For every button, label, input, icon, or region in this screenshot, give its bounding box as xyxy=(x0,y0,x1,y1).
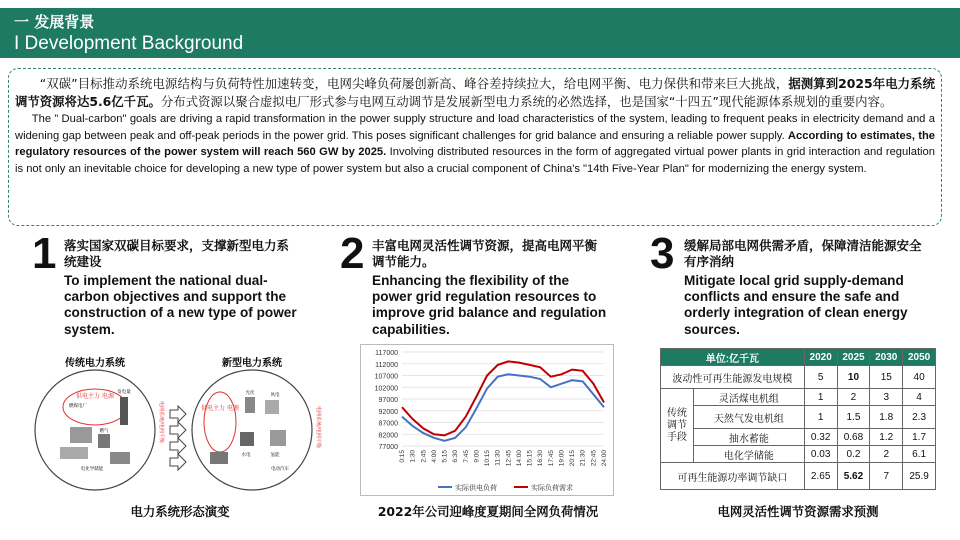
legend-label: 实际供电负荷 xyxy=(455,484,497,492)
right-item-2: 风电 xyxy=(270,393,280,398)
table-row xyxy=(661,389,936,406)
table-cell: 1.8 xyxy=(870,406,903,429)
table-cell: 2.3 xyxy=(903,406,936,429)
x-tick-label: 20:15 xyxy=(569,450,577,467)
left-core-label: 供电主力 电源 xyxy=(76,393,114,400)
row-label: 电化学储能 xyxy=(694,446,805,463)
intro-en-text-2: Involving distributed resources in the form of aggregated virtual power plants in grid interaction and regulation is not only an inevitable choice for developing a new type of power system but also a crucial component of China's "14th Five-Year Plan" for modernizing the energy system. xyxy=(15,146,935,175)
x-tick-label: 2:45 xyxy=(420,450,428,463)
table-cell: 2.65 xyxy=(804,463,837,490)
column-caption: 电网灵活性调节资源需求预测 xyxy=(717,504,879,519)
left-item-4: 电化学储能 xyxy=(80,467,104,472)
x-tick-label: 21:30 xyxy=(579,450,587,467)
x-tick-label: 16:30 xyxy=(537,450,545,467)
intro-cn-highlight: 据测算到2025年电力系统调节资源将达5.6亿千瓦。 xyxy=(15,76,935,109)
x-tick-label: 22:45 xyxy=(590,450,598,467)
row-label: 天然气发电机组 xyxy=(694,406,805,429)
y-tick-label: 97000 xyxy=(378,397,398,404)
column-caption: 2022年公司迎峰度夏期间全网负荷情况 xyxy=(377,504,599,519)
left-diagram-title: 传统电力系统 xyxy=(65,358,125,369)
table-row xyxy=(661,463,936,490)
right-side-label: 电网系统/电网平衡 xyxy=(315,406,321,448)
table-cell: 5.62 xyxy=(837,463,870,490)
table-header-cell: 2050 xyxy=(903,349,936,366)
y-tick-label: 102000 xyxy=(374,385,398,393)
x-tick-label: 6:30 xyxy=(452,450,460,463)
x-tick-label: 9:00 xyxy=(473,450,481,463)
table-header-cell: 2020 xyxy=(804,349,837,366)
x-tick-label: 7:45 xyxy=(462,450,470,463)
table-cell: 1.2 xyxy=(870,429,903,446)
x-tick-label: 5:15 xyxy=(441,450,449,463)
right-core-label: 供电主力 电源 xyxy=(201,405,239,412)
group-label: 传统调节手段 xyxy=(661,389,694,463)
table-cell: 1 xyxy=(804,389,837,406)
x-tick-label: 15:15 xyxy=(526,450,534,467)
section-title-cn: 一 发展背景 xyxy=(14,13,95,31)
column-title-en: Enhancing the flexibility of the power grid regulation resources to improve grid balance and regulation capabilities. xyxy=(372,273,607,337)
x-tick-label: 17:45 xyxy=(547,450,555,467)
column-title-cn: 丰富电网灵活性调节资源，提高电网平衡调节能力。 xyxy=(372,238,598,269)
column-title-cn: 落实国家双碳目标要求，支撑新型电力系统建设 xyxy=(64,238,290,269)
table-cell: 10 xyxy=(837,366,870,389)
table-cell: 15 xyxy=(870,366,903,389)
intro-en-highlight: According to estimates, the regulatory resources of the power system will reach 560 GW by 2025. xyxy=(15,129,936,159)
left-item-1: 燃煤电厂 xyxy=(69,404,87,409)
table-cell: 1.7 xyxy=(903,429,936,446)
table-cell: 25.9 xyxy=(903,463,936,490)
y-tick-label: 117000 xyxy=(375,350,398,357)
table-cell: 6.1 xyxy=(903,446,936,463)
table-cell: 5 xyxy=(804,366,837,389)
table-cell: 1.5 xyxy=(837,406,870,429)
table-cell: 0.03 xyxy=(804,446,837,463)
y-tick-label: 77000 xyxy=(378,444,398,451)
right-item-3: 氢能 xyxy=(270,453,280,458)
table-header-cell: 单位:亿千瓦 xyxy=(661,349,805,366)
intro-en-text-1: The ” Dual-carbon" goals are driving a rapid transformation in the power supply structure and load characteristics of the system, leading to frequent peaks in electricity demand and a widening gap between peak and off-peak periods in the power grid. This poses significant challenges for grid balance and ensuring a reliable power supply. xyxy=(15,113,935,142)
power-system-evolution-diagram xyxy=(20,352,320,492)
x-tick-label: 14:00 xyxy=(515,450,523,467)
x-tick-label: 10:15 xyxy=(484,450,492,467)
right-item-4: 水电 xyxy=(241,453,251,458)
y-tick-label: 82000 xyxy=(378,432,398,440)
right-diagram-title: 新型电力系统 xyxy=(222,358,282,369)
table-cell: 2 xyxy=(870,446,903,463)
table-row xyxy=(661,446,936,463)
y-tick-label: 112000 xyxy=(375,361,398,369)
left-item-3: 燃气 xyxy=(99,429,109,434)
column-number: 2 xyxy=(340,229,365,278)
y-tick-label: 92000 xyxy=(378,408,398,416)
left-side-label: 电网系统/电网平衡 xyxy=(158,401,164,443)
chart-frame xyxy=(361,345,614,496)
intro-cn xyxy=(15,75,935,111)
column-title-cn: 缓解局部电网供需矛盾，保障清洁能源安全有序消纳 xyxy=(684,238,922,269)
load-line-chart xyxy=(360,344,614,496)
left-item-2: 发电量 xyxy=(117,390,131,395)
column-number: 1 xyxy=(32,229,57,278)
right-item-5: 电动汽车 xyxy=(271,467,289,472)
x-tick-label: 12:45 xyxy=(505,450,513,467)
y-tick-label: 107000 xyxy=(374,373,398,381)
table-cell: 0.68 xyxy=(837,429,870,446)
table-cell: 1 xyxy=(804,406,837,429)
table-header-row xyxy=(661,349,936,366)
intro-box xyxy=(8,68,942,226)
column-title-en: Mitigate local grid supply-demand conflicts and ensure the safe and orderly integration of clean energy sources. xyxy=(684,273,908,337)
y-tick-label: 87000 xyxy=(378,420,398,428)
row-label: 抽水蓄能 xyxy=(694,429,805,446)
column-number: 3 xyxy=(650,229,675,278)
forecast-table xyxy=(660,348,936,490)
table-cell: 2 xyxy=(837,389,870,406)
section-title-en: I Development Background xyxy=(14,33,244,54)
section-header xyxy=(0,8,960,58)
row-label: 灵活煤电机组 xyxy=(694,389,805,406)
legend-label: 实际负荷需求 xyxy=(531,484,573,492)
table-header-cell: 2025 xyxy=(837,349,870,366)
table-row xyxy=(661,366,936,389)
table-row xyxy=(661,406,936,429)
table-cell: 0.2 xyxy=(837,446,870,463)
row-label: 可再生能源功率调节缺口 xyxy=(661,463,805,490)
column-caption: 电力系统形态演变 xyxy=(130,504,230,519)
table-cell: 3 xyxy=(870,389,903,406)
row-label: 波动性可再生能源发电规模 xyxy=(661,366,805,389)
intro-cn-text-2: 分布式资源以聚合虚拟电厂形式参与电网互动调节是发展新型电力系统的必然选择，也是国家“十四五”现代能源体系规划的重要内容。 xyxy=(160,94,893,109)
column-title-en: To implement the national dual-carbon objectives and support the construction of a new type of power system. xyxy=(64,273,297,337)
table-header-cell: 2030 xyxy=(870,349,903,366)
table-cell: 7 xyxy=(870,463,903,490)
x-tick-label: 4:00 xyxy=(430,450,438,463)
table-cell: 0.32 xyxy=(804,429,837,446)
intro-cn-text-1: “双碳”目标推动系统电源结构与负荷特性加速转变，电网尖峰负荷屡创新高、峰谷差持续拉大，给电网平衡、电力保供和带来巨大挑战， xyxy=(39,76,789,91)
x-tick-label: 1:30 xyxy=(409,450,417,463)
x-tick-label: 0:15 xyxy=(399,450,406,463)
intro-en xyxy=(15,111,935,177)
x-tick-label: 19:00 xyxy=(558,450,566,467)
table-cell: 40 xyxy=(903,366,936,389)
table-row xyxy=(661,429,936,446)
table-cell: 4 xyxy=(903,389,936,406)
x-tick-label: 24:00 xyxy=(601,450,608,467)
x-tick-label: 11:30 xyxy=(494,450,502,466)
right-item-1: 光伏 xyxy=(245,391,255,396)
